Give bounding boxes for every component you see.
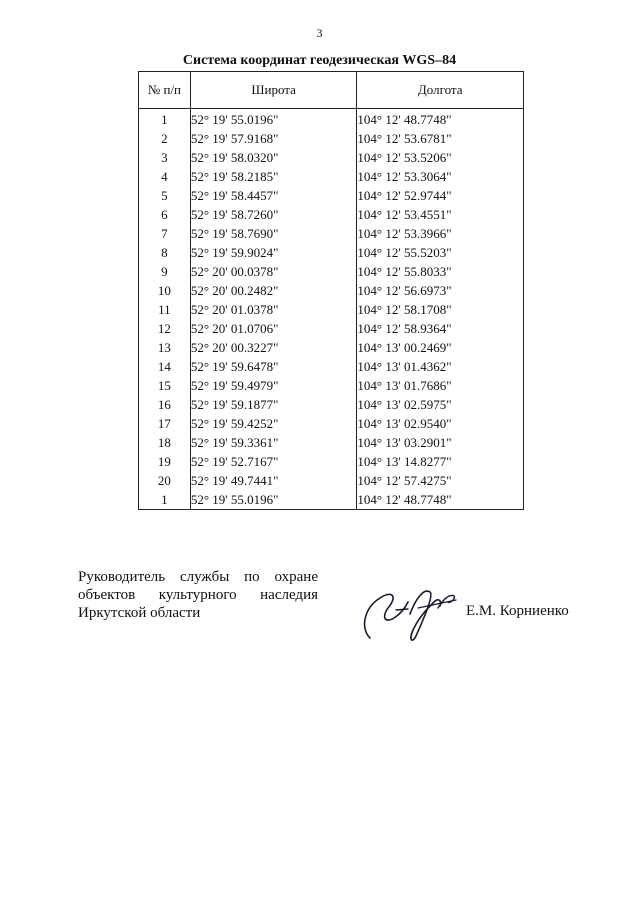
point-number-cell: 16 [139,395,191,414]
point-number-cell: 1 [139,109,191,130]
point-number-cell: 4 [139,167,191,186]
latitude-cell: 52° 20' 00.2482" [190,281,357,300]
table-row [139,109,524,130]
longitude-cell: 104° 12' 53.6781" [357,129,524,148]
signer-position-line: Руководитель службы по охране [78,569,318,585]
table-row [139,414,524,433]
latitude-cell: 52° 19' 49.7441" [190,471,357,490]
header-longitude: Долгота [357,72,524,109]
signer-position [78,568,318,622]
longitude-cell: 104° 13' 14.8277" [357,452,524,471]
latitude-cell: 52° 19' 59.4252" [190,414,357,433]
table-row [139,262,524,281]
table-row [139,319,524,338]
point-number-cell: 11 [139,300,191,319]
latitude-cell: 52° 19' 55.0196" [190,109,357,130]
latitude-cell: 52° 19' 59.9024" [190,243,357,262]
point-number-cell: 10 [139,281,191,300]
table-row [139,471,524,490]
latitude-cell: 52° 19' 55.0196" [190,490,357,510]
latitude-cell: 52° 19' 59.1877" [190,395,357,414]
table-row [139,243,524,262]
point-number-cell: 5 [139,186,191,205]
longitude-cell: 104° 12' 56.6973" [357,281,524,300]
point-number-cell: 13 [139,338,191,357]
latitude-cell: 52° 19' 57.9168" [190,129,357,148]
header-number: № п/п [139,72,191,109]
longitude-cell: 104° 13' 03.2901" [357,433,524,452]
point-number-cell: 14 [139,357,191,376]
latitude-cell: 52° 19' 59.4979" [190,376,357,395]
longitude-cell: 104° 12' 57.4275" [357,471,524,490]
table-row [139,224,524,243]
latitude-cell: 52° 20' 01.0706" [190,319,357,338]
table-row [139,395,524,414]
table-row [139,452,524,471]
point-number-cell: 6 [139,205,191,224]
longitude-cell: 104° 12' 53.4551" [357,205,524,224]
point-number-cell: 8 [139,243,191,262]
longitude-cell: 104° 12' 58.1708" [357,300,524,319]
signer-position-line: Иркутской области [78,605,201,621]
table-row [139,376,524,395]
signer-position-line: объектов культурного наследия [78,587,318,603]
header-latitude: Широта [190,72,357,109]
latitude-cell: 52° 20' 00.3227" [190,338,357,357]
table-row [139,490,524,510]
longitude-cell: 104° 12' 53.3966" [357,224,524,243]
point-number-cell: 9 [139,262,191,281]
table-title: Система координат геодезическая WGS–84 [182,53,457,68]
table-body [139,109,524,510]
latitude-cell: 52° 19' 58.4457" [190,186,357,205]
longitude-cell: 104° 12' 55.5203" [357,243,524,262]
table-row [139,148,524,167]
longitude-cell: 104° 13' 00.2469" [357,338,524,357]
point-number-cell: 19 [139,452,191,471]
point-number-cell: 3 [139,148,191,167]
longitude-cell: 104° 12' 55.8033" [357,262,524,281]
page-number: 3 [316,26,323,40]
latitude-cell: 52° 19' 58.2185" [190,167,357,186]
longitude-cell: 104° 12' 48.7748" [357,109,524,130]
point-number-cell: 1 [139,490,191,510]
latitude-cell: 52° 19' 58.7690" [190,224,357,243]
point-number-cell: 2 [139,129,191,148]
latitude-cell: 52° 20' 00.0378" [190,262,357,281]
latitude-cell: 52° 19' 58.7260" [190,205,357,224]
longitude-cell: 104° 13' 01.7686" [357,376,524,395]
table-row [139,433,524,452]
table-row [139,281,524,300]
table-row [139,129,524,148]
table-header-row [139,72,524,109]
longitude-cell: 104° 12' 52.9744" [357,186,524,205]
signer-name: Е.М. Корниенко [466,603,569,619]
point-number-cell: 15 [139,376,191,395]
longitude-cell: 104° 12' 48.7748" [357,490,524,510]
point-number-cell: 7 [139,224,191,243]
latitude-cell: 52° 19' 58.0320" [190,148,357,167]
latitude-cell: 52° 19' 52.7167" [190,452,357,471]
point-number-cell: 18 [139,433,191,452]
latitude-cell: 52° 19' 59.3361" [190,433,357,452]
latitude-cell: 52° 19' 59.6478" [190,357,357,376]
point-number-cell: 20 [139,471,191,490]
point-number-cell: 12 [139,319,191,338]
latitude-cell: 52° 20' 01.0378" [190,300,357,319]
coordinates-table [138,71,524,510]
longitude-cell: 104° 12' 58.9364" [357,319,524,338]
signature-icon [358,578,468,648]
table-row [139,338,524,357]
longitude-cell: 104° 12' 53.3064" [357,167,524,186]
table-row [139,167,524,186]
longitude-cell: 104° 13' 02.9540" [357,414,524,433]
longitude-cell: 104° 13' 02.5975" [357,395,524,414]
longitude-cell: 104° 13' 01.4362" [357,357,524,376]
table-row [139,186,524,205]
point-number-cell: 17 [139,414,191,433]
table-row [139,205,524,224]
table-row [139,357,524,376]
longitude-cell: 104° 12' 53.5206" [357,148,524,167]
table-row [139,300,524,319]
